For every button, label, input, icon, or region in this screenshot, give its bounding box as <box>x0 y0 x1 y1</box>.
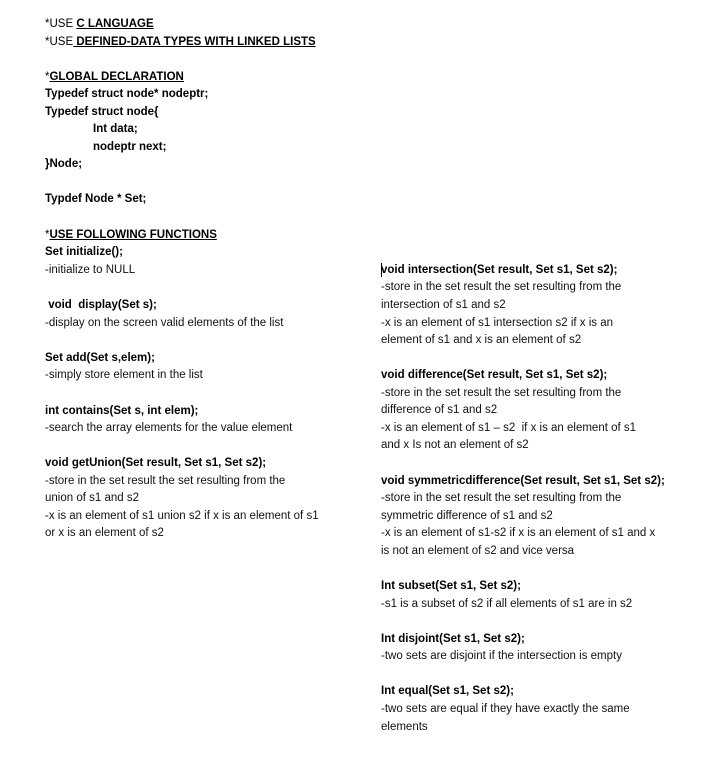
func-initialize-desc: -initialize to NULL <box>45 264 136 276</box>
func-symmetricdifference-desc-3: -x is an element of s1-s2 if x is an element of s1 and x <box>381 527 656 539</box>
code-line-typedef-set: Typdef Node * Set; <box>45 193 147 205</box>
func-intersection-desc-1: -store in the set result the set resulting from the <box>381 281 622 293</box>
func-intersection-desc-2: intersection of s1 and s2 <box>381 299 506 311</box>
func-disjoint-signature: Int disjoint(Set s1, Set s2); <box>381 633 525 645</box>
global-star: * <box>45 71 50 83</box>
func-subset-signature: Int subset(Set s1, Set s2); <box>381 580 521 592</box>
func-difference-desc-3: -x is an element of s1 – s2 if x is an element of s1 <box>381 422 637 434</box>
func-display-signature: void display(Set s); <box>45 299 157 311</box>
func-add-signature: Set add(Set s,elem); <box>45 352 155 364</box>
func-intersection-signature: void intersection(Set result, Set s1, Set s2); <box>381 264 618 276</box>
global-declaration-heading <box>45 69 184 86</box>
func-subset-desc: -s1 is a subset of s2 if all elements of s1 are in s2 <box>381 598 633 610</box>
use-adt-linked-lists: DEFINED-DATA TYPES WITH LINKED LISTS <box>73 36 316 48</box>
func-getunion-desc-4: or x is an element of s2 <box>45 527 164 539</box>
code-line-typedef-struct: Typedef struct node{ <box>45 106 159 118</box>
func-initialize-signature: Set initialize(); <box>45 246 123 258</box>
code-line-int-data: Int data; <box>93 123 138 135</box>
code-line-typedef-nodeptr: Typedef struct node* nodeptr; <box>45 88 209 100</box>
func-equal-desc-1: -two sets are equal if they have exactly the same <box>381 703 630 715</box>
func-getunion-signature: void getUnion(Set result, Set s1, Set s2); <box>45 457 267 469</box>
func-difference-desc-4: and x Is not an element of s2 <box>381 439 529 451</box>
func-equal-signature: Int equal(Set s1, Set s2); <box>381 685 514 697</box>
use-c-language-line <box>45 16 154 33</box>
func-symmetricdifference-desc-4: is not an element of s2 and vice versa <box>381 545 575 557</box>
use-adt-prefix: *USE <box>45 36 74 48</box>
func-getunion-desc-1: -store in the set result the set resulting from the <box>45 475 286 487</box>
func-getunion-desc-2: union of s1 and s2 <box>45 492 139 504</box>
func-disjoint-desc: -two sets are disjoint if the intersection is empty <box>381 650 622 662</box>
functions-heading-text: USE FOLLOWING FUNCTIONS <box>49 229 217 241</box>
func-add-desc: -simply store element in the list <box>45 369 203 381</box>
func-getunion-desc-3: -x is an element of s1 union s2 if x is an element of s1 <box>45 510 319 522</box>
functions-heading <box>45 227 217 244</box>
functions-star: * <box>45 229 50 241</box>
use-adt-line <box>45 34 316 51</box>
func-contains-signature: int contains(Set s, int elem); <box>45 405 199 417</box>
func-intersection-desc-4: element of s1 and x is an element of s2 <box>381 334 582 346</box>
func-difference-desc-1: -store in the set result the set resulting from the <box>381 387 622 399</box>
func-difference-desc-2: difference of s1 and s2 <box>381 404 498 416</box>
func-display-desc: -display on the screen valid elements of the list <box>45 317 284 329</box>
use-c-language: C LANGUAGE <box>76 18 154 30</box>
code-line-nodeptr-next: nodeptr next; <box>93 141 167 153</box>
func-difference-signature: void difference(Set result, Set s1, Set s2); <box>381 369 608 381</box>
code-line-node-close: }Node; <box>45 158 83 170</box>
func-symmetricdifference-signature: void symmetricdifference(Set result, Set s1, Set s2); <box>381 475 665 487</box>
global-heading: GLOBAL DECLARATION <box>49 71 184 83</box>
func-symmetricdifference-desc-1: -store in the set result the set resulting from the <box>381 492 622 504</box>
func-intersection-desc-3: -x is an element of s1 intersection s2 if x is an <box>381 317 614 329</box>
func-equal-desc-2: elements <box>381 721 428 733</box>
func-symmetricdifference-desc-2: symmetric difference of s1 and s2 <box>381 510 553 522</box>
use-c-prefix: *USE <box>45 18 77 30</box>
func-contains-desc: -search the array elements for the value element <box>45 422 293 434</box>
